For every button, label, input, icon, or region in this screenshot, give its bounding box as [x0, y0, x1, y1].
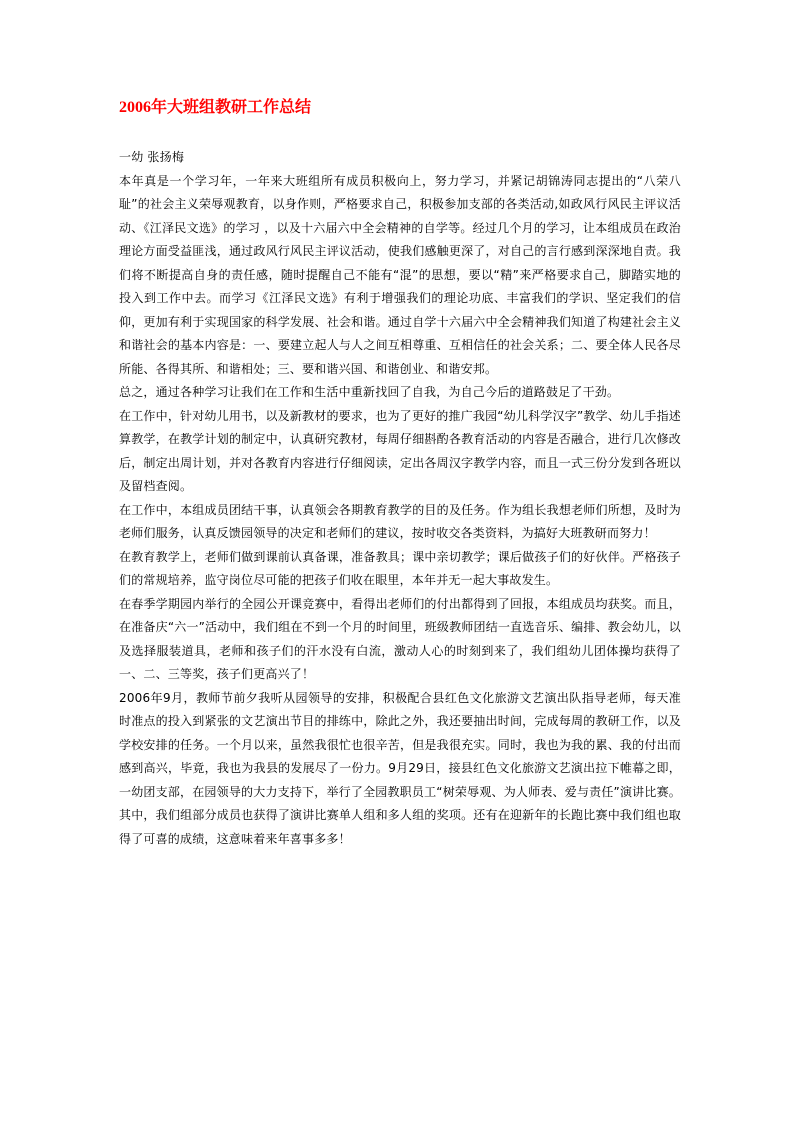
- paragraph: 在工作中，针对幼儿用书，以及新教材的要求，也为了更好的推广我园“幼儿科学汉字”教学、幼儿手指述算教学，在教学计划的制定中，认真研究教材，每周仔细斟酌各教育活动的内容是否融合，进行几次修改后，制定出周计划，并对各教育内容进行仔细阅读，定出各周汉字教学内容，而且一式三份分发到各班以及留档查阅。: [119, 408, 681, 493]
- author-line: 一幼 张扬梅: [119, 150, 185, 164]
- paragraph: 在春季学期园内举行的全园公开课竞赛中，看得出老师们的付出都得到了回报，本组成员均获奖。而且，在准备庆“六一”活动中，我们组在不到一个月的时间里，班级教师团结一直选音乐、编排、教会幼儿，以及选择服装道具，老师和孩子们的汗水没有白流，激动人心的时刻到来了，我们组幼儿团体操均获得了一、二、三等奖，孩子们更高兴了！: [119, 596, 681, 681]
- paragraph: 在教育教学上，老师们做到课前认真备课，准备教具；课中亲切教学；课后做孩子们的好伙伴。严格孩子们的常规培养，监守岗位尽可能的把孩子们收在眼里，本年并无一起大事故发生。: [119, 549, 681, 587]
- document-body: [119, 146, 681, 851]
- paragraph: 2006年9月，教师节前夕我听从园领导的安排，积极配合县红色文化旅游文艺演出队指导老师，每天准时准点的投入到紧张的文艺演出节目的排练中，除此之外，我还要抽出时间，完成每周的教研工作，以及学校安排的任务。一个月以来，虽然我很忙也很辛苦，但是我很充实。同时，我也为我的累、我的付出而感到高兴，毕竟，我也为我县的发展尽了一份力。9月29日，接县红色文化旅游文艺演出拉下帷幕之即，一幼团支部，在园领导的大力支持下，举行了全园教职员工“树荣辱观、为人师表、爱与责任”演讲比赛。其中，我们组部分成员也获得了演讲比赛单人组和多人组的奖项。还有在迎新年的长跑比赛中我们组也取得了可喜的成绩，这意味着来年喜事多多！: [119, 690, 681, 846]
- page-title: 2006年大班组教研工作总结: [119, 99, 312, 116]
- paragraph: 总之，通过各种学习让我们在工作和生活中重新找回了自我，为自己今后的道路鼓足了干劲。: [119, 385, 620, 399]
- paragraph: 在工作中，本组成员团结干事，认真领会各期教育教学的目的及任务。作为组长我想老师们所想，及时为老师们服务，认真反馈园领导的决定和老师们的建议，按时收交各类资料，为搞好大班教研而努力！: [119, 502, 681, 540]
- paragraph: 本年真是一个学习年，一年来大班组所有成员积极向上，努力学习，并紧记胡锦涛同志提出的“八荣八耻”的社会主义荣辱观教育，以身作则，严格要求自己，积极参加支部的各类活动,如政风行风民主评议活动、《江泽民文选》的学习 ，以及十六届六中全会精神的自学等。经过几个月的学习，让本组成员在政治理论方面受益匪浅，通过政风行风民主评议活动，使我们感触更深了，对自己的言行感到深深地自责。我们将不断提高自身的责任感，随时提醒自己不能有“混”的思想，要以“精”来严格要求自己，脚踏实地的投入到工作中去。而学习《江泽民文选》有利于增强我们的理论功底、丰富我们的学识、坚定我们的信仰，更加有利于实现国家的科学发展、社会和谐。通过自学十六届六中全会精神我们知道了构建社会主义和谐社会的基本内容是：一、要建立起人与人之间互相尊重、互相信任的社会关系；二、要全体人民各尽所能、各得其所、和谐相处；三、要和谐兴国、和谐创业、和谐安邦。: [119, 173, 681, 376]
